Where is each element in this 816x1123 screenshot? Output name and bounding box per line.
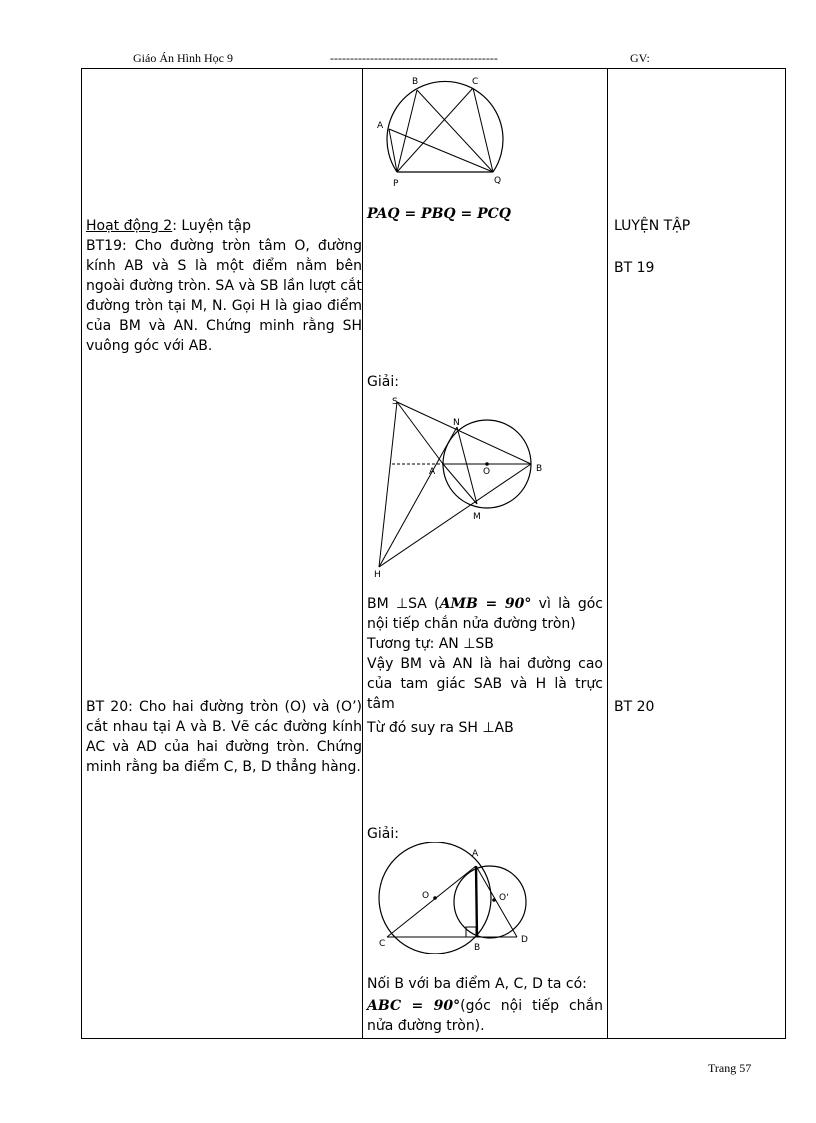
fig1-label-c: C bbox=[472, 77, 479, 87]
page-header bbox=[0, 51, 816, 65]
fig1-label-a: A bbox=[377, 121, 384, 131]
proof-line-6-post: (góc nội tiếp chắn nửa đường tròn). bbox=[367, 998, 603, 1034]
fig2-line-bh bbox=[379, 464, 531, 567]
fig1-line-aq bbox=[389, 129, 493, 172]
fig2-label-m: M bbox=[473, 512, 481, 522]
fig3-center-o bbox=[433, 896, 437, 900]
solution-label-20: Giải: bbox=[367, 826, 399, 842]
fig2-line-sh bbox=[379, 402, 397, 567]
proof-line-6 bbox=[367, 996, 603, 1036]
proof-line-6-math: ABC = 90° bbox=[367, 998, 461, 1014]
proof-line-3: Vậy BM và AN là hai đường cao của tam giác SAB và H là trực tâm bbox=[367, 656, 603, 712]
fig2-line-sa bbox=[397, 402, 443, 464]
section-bt19: BT 19 bbox=[614, 260, 655, 276]
fig3-label-o: O bbox=[422, 891, 430, 901]
activity-heading bbox=[86, 216, 362, 236]
proof-line-1-math: AMB = 90° bbox=[439, 596, 532, 612]
activity-rest: : Luyện tập bbox=[172, 218, 251, 234]
fig3-label-c: C bbox=[379, 939, 386, 949]
fig3-label-b: B bbox=[474, 943, 481, 953]
proof-line-4: Từ đó suy ra SH ⊥AB bbox=[367, 720, 514, 736]
fig1-line-bq bbox=[417, 90, 493, 172]
exercise-20-text: BT 20: Cho hai đường tròn (O) và (O’) cắt nhau tại A và B. Vẽ các đường kính AC và AD của hai đường tròn. Chứng minh rằng ba điểm C, B, D thẳng hàng. bbox=[86, 699, 362, 775]
fig3-line-ab bbox=[476, 866, 477, 937]
proof-line-2: Tương tự: AN ⊥SB bbox=[367, 636, 494, 652]
solution-label-19: Giải: bbox=[367, 374, 399, 390]
formula-1: PAQ = PBQ = PCQ bbox=[367, 206, 511, 222]
figure-orthocenter bbox=[367, 392, 557, 582]
fig2-label-o: O bbox=[483, 467, 491, 477]
fig1-arc bbox=[387, 81, 503, 172]
formula-equal-angles bbox=[367, 204, 603, 224]
proof-line-1 bbox=[367, 594, 603, 634]
header-title: Giáo Án Hình Học 9 bbox=[133, 51, 233, 65]
fig2-label-a: A bbox=[429, 467, 436, 477]
proof-line-5: Nối B với ba điểm A, C, D ta có: bbox=[367, 976, 587, 992]
fig1-line-cq bbox=[473, 88, 493, 172]
column-divider-1 bbox=[362, 68, 363, 1039]
proof-line-1-post: vì là góc nội tiếp chắn nửa đường tròn) bbox=[367, 596, 604, 632]
proof-line-1-pre: BM ⊥SA ( bbox=[367, 596, 440, 612]
section-luyen-tap: LUYỆN TẬP bbox=[614, 218, 691, 234]
activity-label: Hoạt động 2 bbox=[86, 218, 173, 234]
column-divider-2 bbox=[607, 68, 608, 1039]
header-dashes: ------------------------------------------ bbox=[330, 51, 498, 65]
figure-two-circles bbox=[367, 842, 547, 954]
fig2-line-nh bbox=[379, 427, 457, 567]
fig3-label-a: A bbox=[472, 849, 479, 859]
header-teacher: GV: bbox=[630, 51, 650, 65]
fig2-label-s: S bbox=[392, 397, 398, 407]
fig2-center-dot bbox=[485, 462, 489, 466]
fig1-label-b: B bbox=[412, 77, 419, 87]
exercise-19-text: BT19: Cho đường tròn tâm O, đường kính AB và S là một điểm nằm bên ngoài đường tròn. SA và SB lần lượt cắt đường tròn tại M, N. Gọi H là giao điểm của BM và AN. Chứng minh rằng SH vuông góc với AB. bbox=[86, 238, 362, 354]
fig1-label-p: P bbox=[393, 179, 399, 189]
section-bt20: BT 20 bbox=[614, 699, 655, 715]
figure-inscribed-angles bbox=[367, 72, 517, 197]
fig3-circle-o2 bbox=[454, 866, 526, 938]
fig3-label-o2: O' bbox=[499, 893, 509, 903]
fig2-label-b: B bbox=[536, 464, 543, 474]
fig3-line-ad bbox=[476, 866, 517, 937]
fig3-line-ca bbox=[387, 866, 476, 937]
fig2-label-h: H bbox=[374, 570, 381, 580]
fig3-label-d: D bbox=[521, 935, 528, 945]
page-number: Trang 57 bbox=[708, 1061, 752, 1075]
fig1-label-q: Q bbox=[494, 176, 502, 186]
fig3-center-o2 bbox=[492, 898, 496, 902]
fig2-label-n: N bbox=[453, 418, 460, 428]
